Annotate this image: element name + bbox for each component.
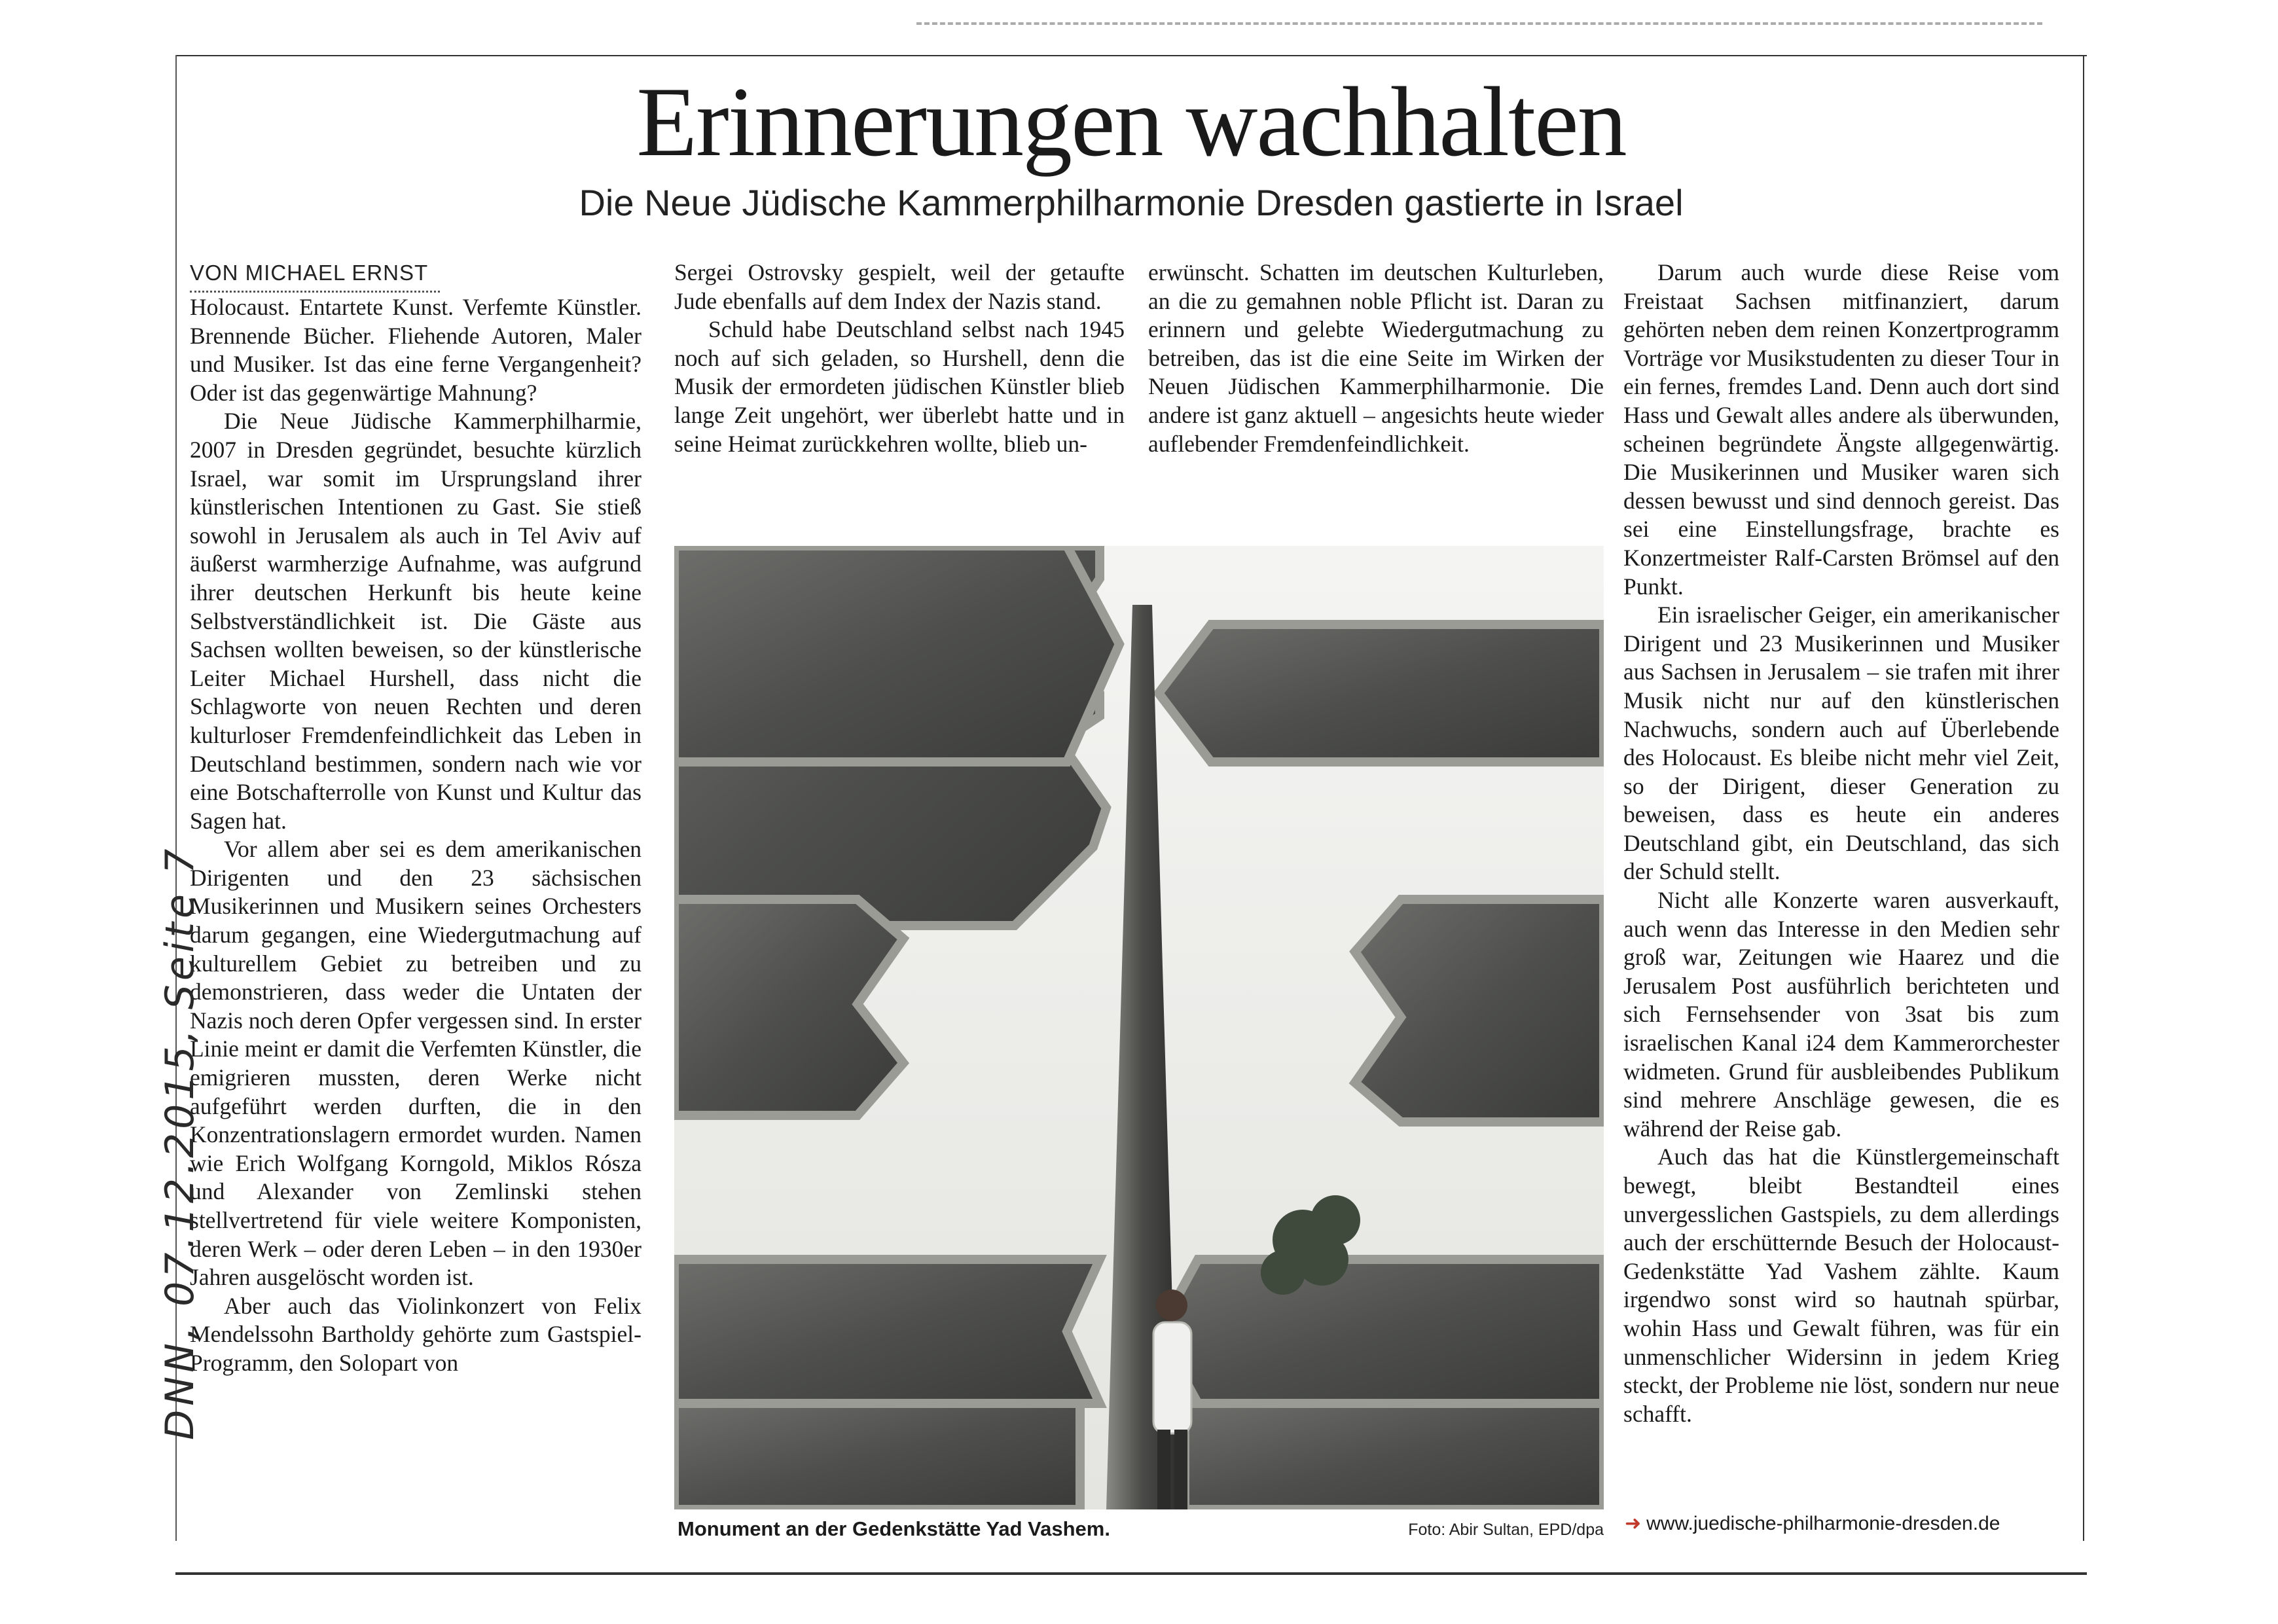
paragraph: Holocaust. Entartete Kunst. Verfemte Künstler. Brennende Bücher. Fliehende Autoren, Maler und Musiker. Ist das eine ferne Vergangenheit? Oder ist das gegenwärtige Mahnung? xyxy=(190,294,642,406)
article-column-3 xyxy=(1148,259,1604,520)
paragraph: Schuld habe Deutschland selbst nach 1945 noch auf sich geladen, so Hurshell, denn die Musik der ermordeten jüdischen Künstler blieb lange Zeit ungehört, wer überlebt hatte und in seine Heimat zurückkehren wollte, blieb un- xyxy=(674,316,1125,457)
photo-caption: Monument an der Gedenkstätte Yad Vashem. xyxy=(678,1517,1110,1540)
top-rule xyxy=(175,55,2087,56)
website-link[interactable] xyxy=(1625,1512,2083,1535)
byline: VON MICHAEL ERNST xyxy=(190,261,440,293)
website-url[interactable]: www.juedische-philharmonie-dresden.de xyxy=(1646,1513,2000,1534)
handwritten-source-note: DNN, 07.12.2015, Seite 7 xyxy=(157,844,203,1440)
headline: Erinnerungen wachhalten xyxy=(636,67,1626,177)
paragraph: Ein israelischer Geiger, ein amerikanischer Dirigent und 23 Musikerinnen und Musiker aus Sachsen in Jerusalem – sie trafen mit ihrer Musik nicht nur auf den künstlerischen Nachwuchs, sondern auch auf Überlebende des Holocaust. Es bleibe nicht mehr viel Zeit, so der Dirigent, dieser Generation zu beweisen, dass es heute ein anderes Deutschland gibt, ein Deutschland, das sich der Schuld stellt. xyxy=(1623,602,2059,885)
paragraph: Die Neue Jüdische Kammerphilharmie, 2007 in Dresden gegründet, besuchte kürzlich Israel, war somit im Ursprungsland ihrer künstlerischen Intentionen zu Gast. Sie stieß sowohl in Jerusalem als auch in Tel Aviv auf äußerst warmherzige Aufnahme, was aufgrund ihrer deutschen Herkunft bis heute keine Selbstverständlichkeit ist. Die Gäste aus Sachsen wollten beweisen, so der künstlerische Leiter Michael Hurshell, dass nicht die Schlagworte von neuen Rechten und deren kulturloser Fremdenfeindlichkeit das Leben in Deutschland bestimmen, sondern nach wie vor eine Botschafterrolle von Kunst und Kultur das Sagen hat. xyxy=(190,408,642,834)
paragraph: Nicht alle Konzerte waren ausverkauft, auch wenn das Interesse in den Medien sehr groß war, Zeitungen wie Haarez und die Jerusalem Post ausführlich berichteten und sich Fernsehsender von 3sat bis zum israelischen Kanal i24 dem Kammerorchester widmeten. Grund für ausbleibendes Publikum sind mehrere Anschläge gewesen, die es während der Reise gab. xyxy=(1623,887,2059,1142)
paragraph: erwünscht. Schatten im deutschen Kulturleben, an die zu gemahnen noble Pflicht ist. Daran zu erinnern und gelebte Wiedergutmachung zu betreiben, das ist die eine Seite im Wirken der Neuen Jüdischen Kammerphilharmonie. Die andere ist ganz aktuell – angesichts heute wieder auflebender Fremdenfeindlichkeit. xyxy=(1148,259,1604,457)
paragraph: Sergei Ostrovsky gespielt, weil der getaufte Jude ebenfalls auf dem Index der Nazis stand. xyxy=(674,259,1125,314)
photo-credit: Foto: Abir Sultan, EPD/dpa xyxy=(1408,1521,1604,1539)
monument-photo xyxy=(674,546,1604,1509)
bottom-rule xyxy=(175,1572,2087,1575)
right-rule xyxy=(2083,55,2084,1541)
article-column-4 xyxy=(1623,259,2059,1528)
paragraph: Vor allem aber sei es dem amerikanischen Dirigenten und den 23 sächsischen Musikerinnen und Musikern seines Orchesters darum gegangen, eine Wiedergutmachung auf kulturellem Gebiet zu betreiben und zu demonstrieren, dass weder die Untaten der Nazis noch deren Opfer vergessen sind. In erster Linie meint er damit die Verfemten Künstler, die emigrieren mussten, deren Werke nicht aufgeführt werden durften, die in den Konzentrationslagern ermordet wurden. Namen wie Erich Wolfgang Korngold, Miklos Rósza und Alexander von Zemlinski stehen stellvertretend für viele weitere Komponisten, deren Werk – oder deren Leben – in den 1930er Jahren ausgelöscht worden ist. xyxy=(190,836,642,1291)
paragraph: Aber auch das Violinkonzert von Felix Mendelssohn Bartholdy gehörte zum Gastspiel-Programm, den Solopart von xyxy=(190,1292,642,1376)
scan-artifact-top xyxy=(916,22,2042,25)
paragraph: Darum auch wurde diese Reise vom Freistaat Sachsen mitfinanziert, darum gehörten neben dem reinen Konzertprogramm Vorträge vor Musikstudenten zu dieser Tour in ein fernes, fremdes Land. Denn auch dort sind Hass und Gewalt alles andere als überwunden, scheinen begründete Ängste allgegenwärtig. Die Musikerinnen und Musiker waren sich dessen bewusst und sind dennoch gereist. Das sei eine Einstellungsfrage, brachte es Konzertmeister Ralf-Carsten Brömsel auf den Punkt. xyxy=(1623,259,2059,600)
paragraph: Auch das hat die Künstlergemeinschaft bewegt, bleibt Bestandteil eines unvergesslichen Gastspiels, zu dem allerdings auch der erschütternde Besuch der Holocaust-Gedenkstätte Yad Vashem zählte. Kaum irgendwo sonst wird so hautnah spürbar, wohin Hass und Gewalt führen, was für ein unmenschlicher Widersinn in jedem Krieg steckt, der Probleme nie löst, sondern nur neue schafft. xyxy=(1623,1144,2059,1427)
article-column-2 xyxy=(674,259,1125,520)
article-column-1 xyxy=(190,293,642,1537)
subheadline: Die Neue Jüdische Kammerphilharmonie Dresden gastierte in Israel xyxy=(579,182,1684,223)
arrow-right-icon: ➜ xyxy=(1625,1513,1642,1534)
